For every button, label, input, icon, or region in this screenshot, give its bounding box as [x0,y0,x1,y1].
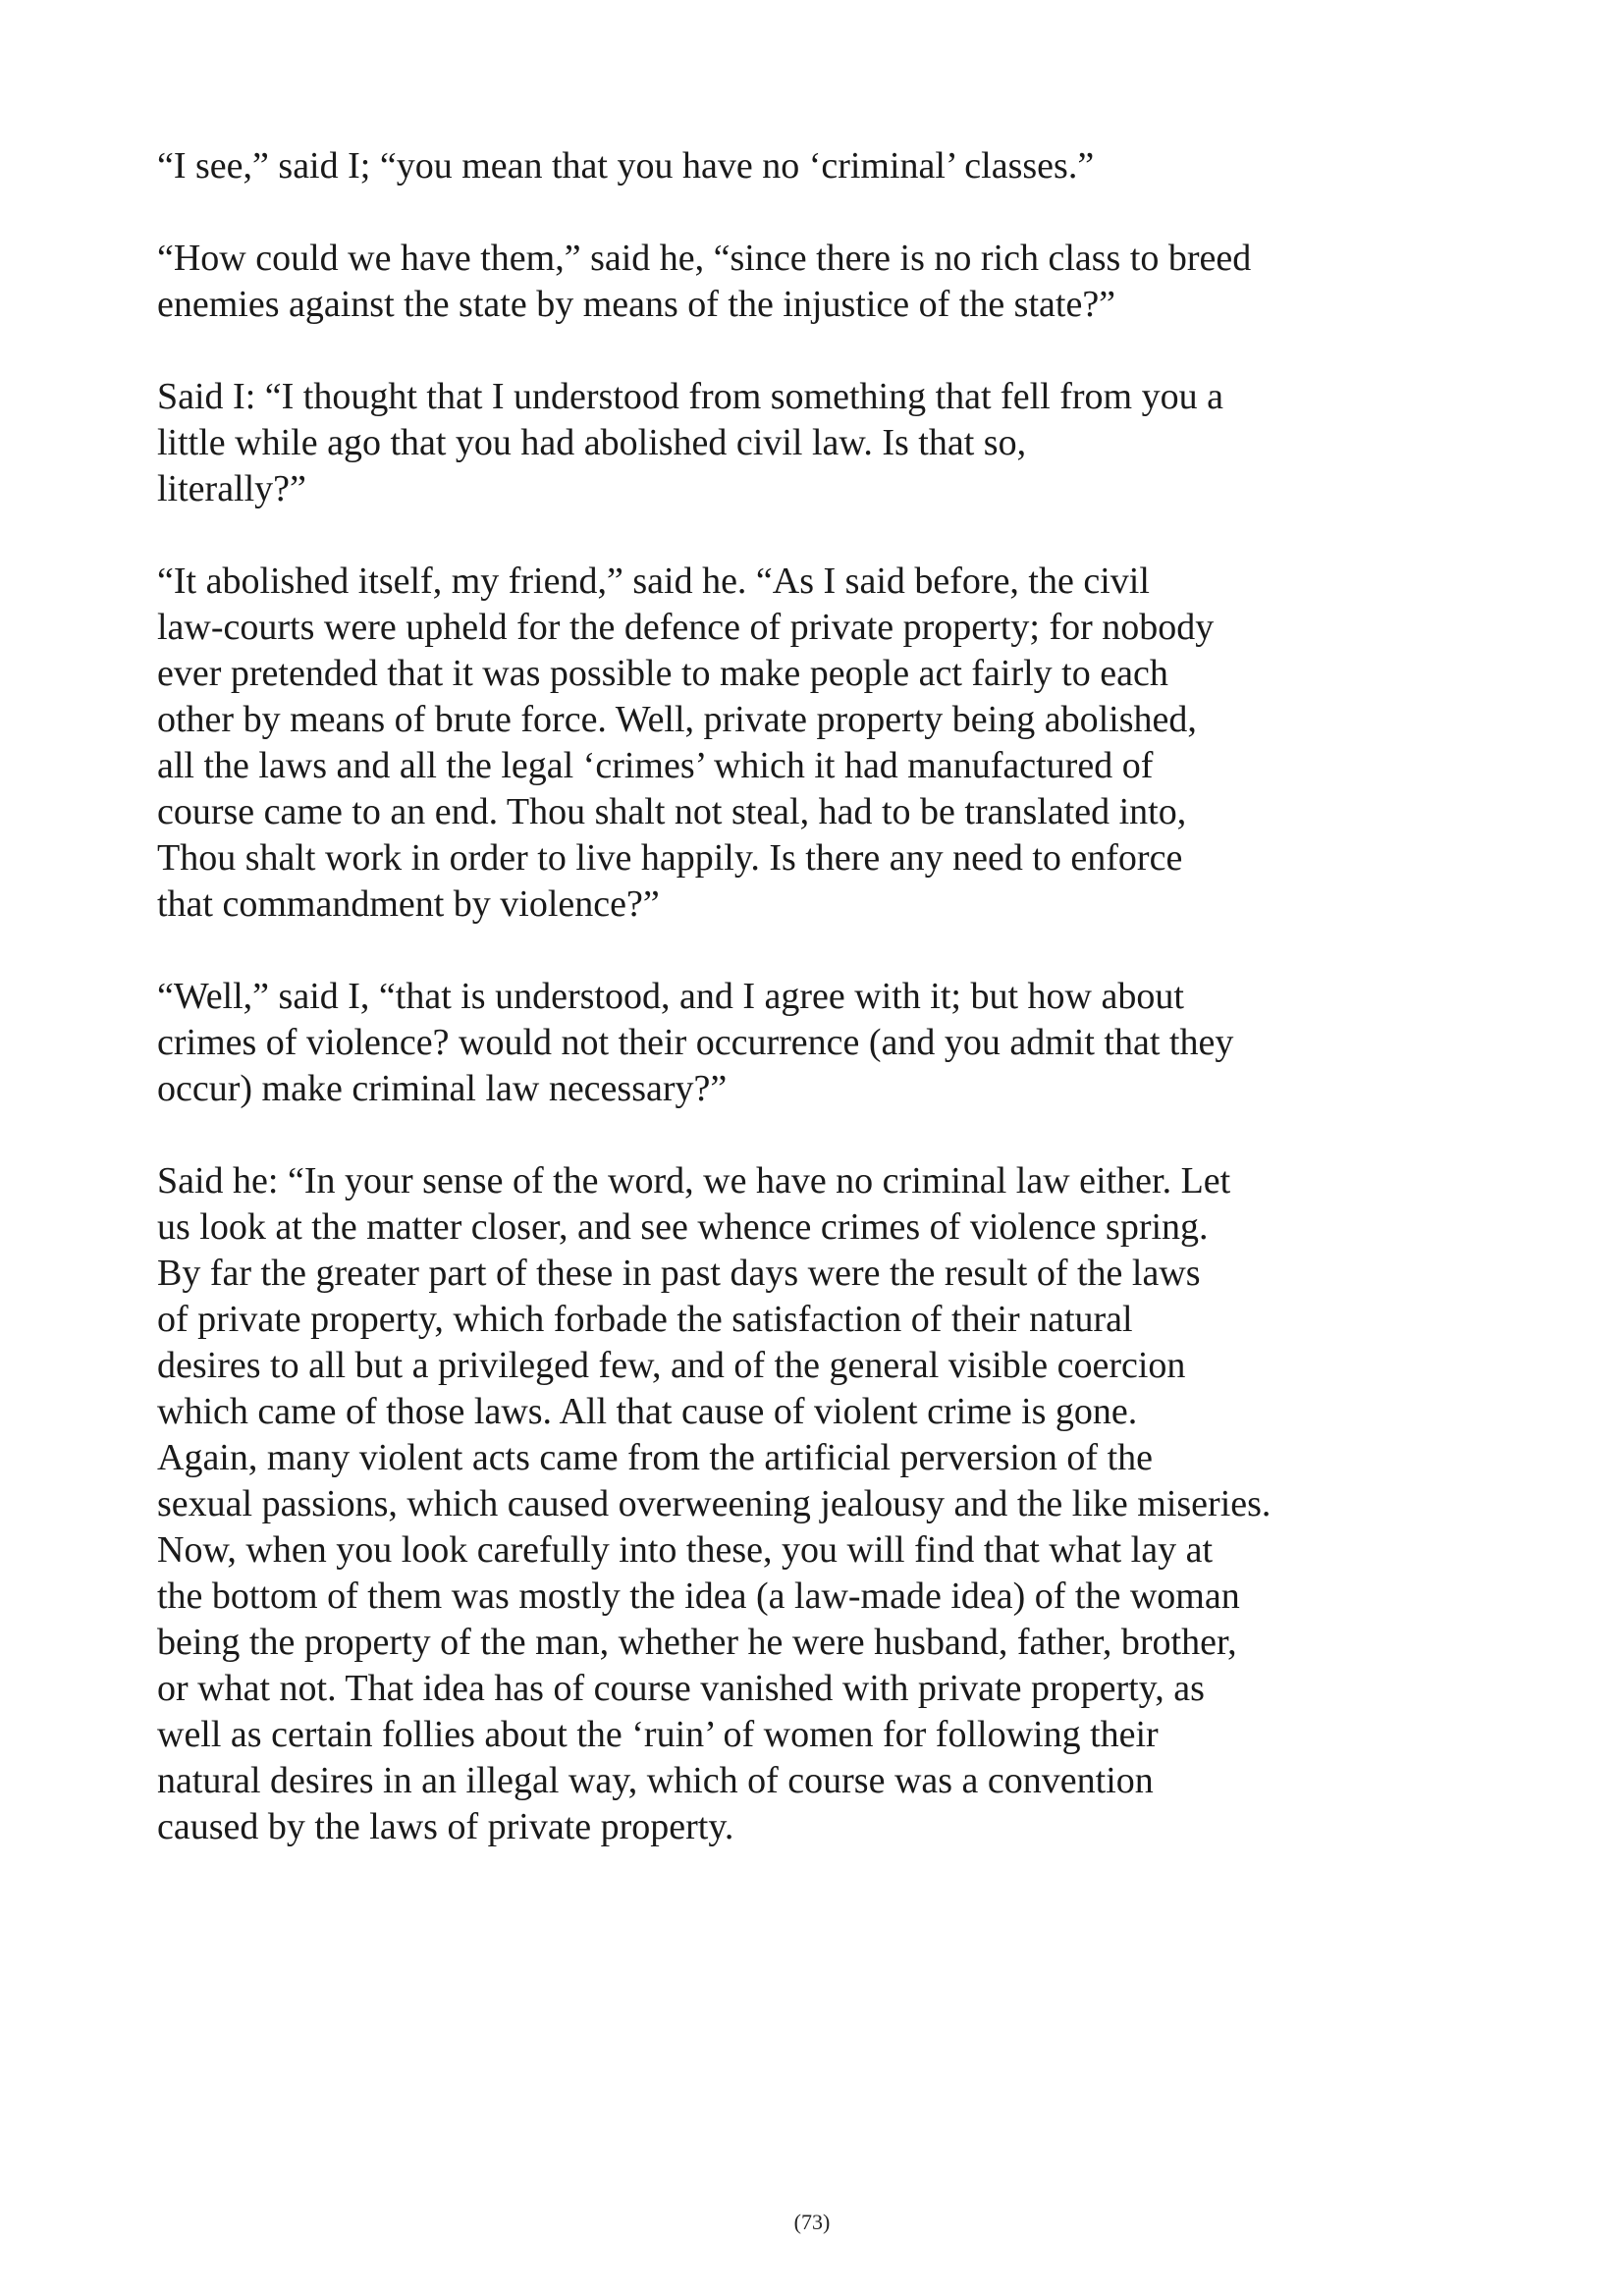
text-line: other by means of brute force. Well, private property being abolished, [157,699,1197,740]
paragraph-3 [157,374,1316,512]
text-line: sexual passions, which caused overweening jealousy and the like miseries. [157,1483,1272,1524]
paragraph-6 [157,1158,1316,1850]
text-line: natural desires in an illegal way, which of course was a convention [157,1760,1154,1801]
paragraph-5 [157,974,1316,1112]
text-line: well as certain follies about the ‘ruin’ of women for following their [157,1714,1159,1755]
text-line: the bottom of them was mostly the idea (a law-made idea) of the woman [157,1575,1240,1617]
text-line: enemies against the state by means of the injustice of the state?” [157,284,1116,325]
paragraph-1 [157,143,1316,189]
text-line: “Well,” said I, “that is understood, and I agree with it; but how about [157,976,1184,1017]
text-line: ever pretended that it was possible to make people act fairly to each [157,653,1168,694]
text-line: of private property, which forbade the satisfaction of their natural [157,1299,1133,1340]
text-line: all the laws and all the legal ‘crimes’ which it had manufactured of [157,745,1154,786]
text-line: By far the greater part of these in past days were the result of the laws [157,1253,1201,1294]
text-line: Again, many violent acts came from the artificial perversion of the [157,1437,1154,1478]
text-line: literally?” [157,468,306,509]
paragraph-4 [157,559,1316,928]
text-line: “It abolished itself, my friend,” said he. “As I said before, the civil [157,561,1150,602]
page-number: (73) [793,2210,831,2234]
text-line: Said I: “I thought that I understood from something that fell from you a [157,376,1223,417]
text-line: little while ago that you had abolished civil law. Is that so, [157,422,1027,463]
text-line: Thou shalt work in order to live happily. Is there any need to enforce [157,837,1183,879]
text-line: course came to an end. Thou shalt not steal, had to be translated into, [157,791,1187,832]
body-text [157,143,1316,1896]
text-line: desires to all but a privileged few, and of the general visible coercion [157,1345,1186,1386]
text-line: caused by the laws of private property. [157,1806,734,1847]
paragraph-2 [157,236,1316,328]
text-line: us look at the matter closer, and see whence crimes of violence spring. [157,1206,1209,1248]
text-line: crimes of violence? would not their occurrence (and you admit that they [157,1022,1234,1063]
text-line: which came of those laws. All that cause of violent crime is gone. [157,1391,1138,1432]
text-line: Now, when you look carefully into these, you will find that what lay at [157,1529,1214,1571]
text-line: Said he: “In your sense of the word, we have no criminal law either. Let [157,1160,1231,1201]
text-line: that commandment by violence?” [157,883,660,925]
text-line: being the property of the man, whether he were husband, father, brother, [157,1622,1237,1663]
text-line: “I see,” said I; “you mean that you have no ‘criminal’ classes.” [157,145,1095,187]
text-line: or what not. That idea has of course vanished with private property, as [157,1668,1205,1709]
text-line: occur) make criminal law necessary?” [157,1068,728,1109]
text-line: “How could we have them,” said he, “since there is no rich class to breed [157,238,1252,279]
text-line: law-courts were upheld for the defence of private property; for nobody [157,607,1215,648]
